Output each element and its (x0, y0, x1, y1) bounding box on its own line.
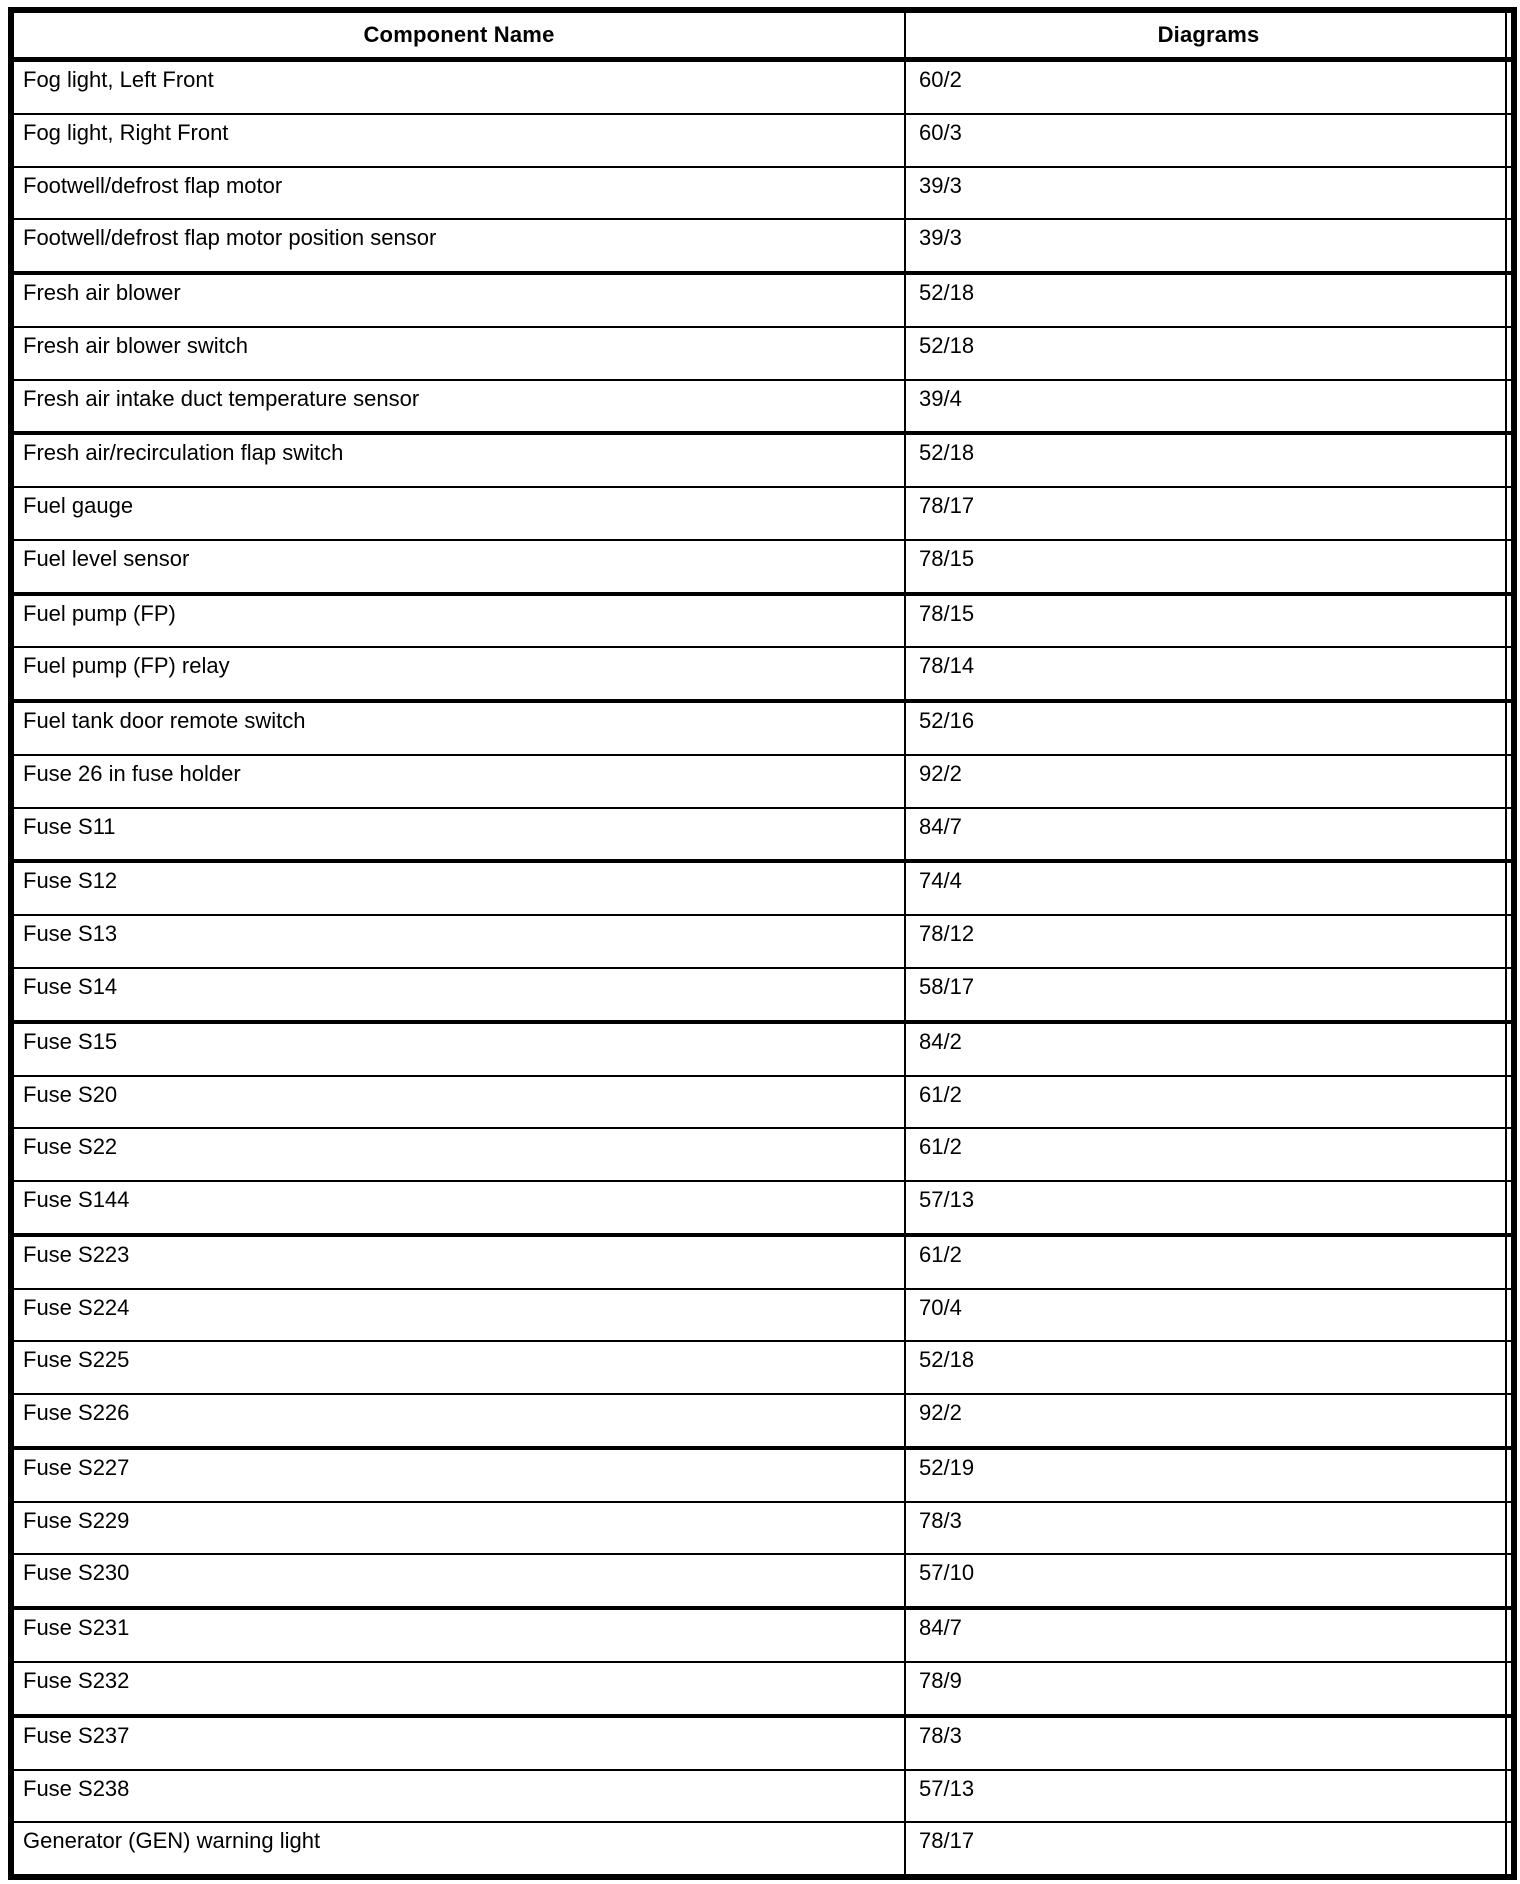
component-name-cell: Fog light, Right Front (14, 115, 906, 166)
diagram-ref-cell: 52/18 (919, 280, 975, 306)
component-name-cell: Fuse S231 (14, 1610, 906, 1661)
diagram-ref-cell: 61/2 (919, 1241, 962, 1267)
diagram-ref-cell: 92/2 (919, 1400, 962, 1426)
diagram-ref-cell: 52/18 (919, 1347, 975, 1373)
diagram-ref-cell: 52/18 (919, 332, 975, 358)
diagram-ref-cell: 60/3 (919, 119, 962, 145)
component-name-cell: Fuel level sensor (14, 541, 906, 592)
diagram-ref-cell: 52/19 (919, 1454, 975, 1480)
component-name-cell: Fuel pump (FP) relay (14, 648, 906, 699)
table-row (14, 1127, 1511, 1180)
component-name-cell: Fuse 26 in fuse holder (14, 756, 906, 807)
component-name-cell: Fuse S225 (14, 1342, 906, 1393)
table-row (14, 166, 1511, 219)
component-name-cell: Fuse S232 (14, 1663, 906, 1714)
table-row (14, 1233, 1511, 1288)
diagram-ref-cell: 78/17 (919, 493, 975, 519)
component-name-cell: Fresh air/recirculation flap switch (14, 435, 906, 486)
diagram-ref-cell: 84/7 (919, 813, 962, 839)
table-row (14, 1769, 1511, 1822)
table-row (14, 62, 1511, 113)
diagram-ref-cell: 74/4 (919, 868, 962, 894)
table-row (14, 113, 1511, 166)
table-row (14, 914, 1511, 967)
table-row (14, 1393, 1511, 1446)
component-name-cell: Fog light, Left Front (14, 62, 906, 113)
component-name-cell: Fuse S20 (14, 1077, 906, 1128)
table-row (14, 646, 1511, 699)
diagram-ref-cell: 61/2 (919, 1081, 962, 1107)
table-row (14, 1020, 1511, 1075)
component-name-cell: Fuse S224 (14, 1290, 906, 1341)
diagram-ref-cell: 78/3 (919, 1722, 962, 1748)
diagram-ref-cell: 78/12 (919, 921, 975, 947)
component-name-cell: Fuse S14 (14, 969, 906, 1020)
table-row (14, 859, 1511, 914)
component-name-cell: Fuel tank door remote switch (14, 703, 906, 754)
document-page-frame (8, 7, 1517, 1880)
diagram-ref-cell: 78/15 (919, 600, 975, 626)
diagram-ref-cell: 61/2 (919, 1134, 962, 1160)
diagram-ref-cell: 39/3 (919, 172, 962, 198)
table-row (14, 1714, 1511, 1769)
component-name-cell: Fresh air blower switch (14, 328, 906, 379)
component-name-cell: Fuse S144 (14, 1182, 906, 1233)
table-row (14, 486, 1511, 539)
component-name-cell: Footwell/defrost flap motor (14, 168, 906, 219)
table-row (14, 1661, 1511, 1714)
diagram-ref-cell: 92/2 (919, 760, 962, 786)
component-name-cell: Fresh air intake duct temperature sensor (14, 381, 906, 432)
table-row (14, 1553, 1511, 1606)
diagram-ref-cell: 84/7 (919, 1615, 962, 1641)
table-row (14, 379, 1511, 432)
diagram-ref-cell: 52/18 (919, 440, 975, 466)
component-name-cell: Fuse S13 (14, 916, 906, 967)
diagram-ref-cell: 39/3 (919, 225, 962, 251)
component-name-cell: Generator (GEN) warning light (14, 1823, 906, 1874)
diagram-ref-cell: 78/17 (919, 1828, 975, 1854)
diagram-ref-cell: 52/16 (919, 708, 975, 734)
component-name-cell: Fresh air blower (14, 275, 906, 326)
diagram-ref-cell: 78/14 (919, 653, 975, 679)
table-row (14, 807, 1511, 860)
column-header-diagrams: Diagrams (1157, 22, 1260, 47)
component-name-cell: Fuel gauge (14, 488, 906, 539)
table-row (14, 1180, 1511, 1233)
table-row (14, 754, 1511, 807)
component-diagram-table (14, 13, 1511, 1874)
table-row (14, 218, 1511, 271)
component-name-cell: Fuse S15 (14, 1024, 906, 1075)
diagram-ref-cell: 39/4 (919, 385, 962, 411)
component-name-cell: Fuse S229 (14, 1503, 906, 1554)
table-row (14, 271, 1511, 326)
diagram-ref-cell: 70/4 (919, 1294, 962, 1320)
diagram-ref-cell: 84/2 (919, 1028, 962, 1054)
component-name-cell: Fuse S238 (14, 1771, 906, 1822)
column-header-component-name: Component Name (14, 13, 906, 57)
diagram-ref-cell: 78/9 (919, 1667, 962, 1693)
component-name-cell: Fuse S230 (14, 1555, 906, 1606)
diagram-ref-cell: 58/17 (919, 974, 975, 1000)
diagram-ref-cell: 78/3 (919, 1507, 962, 1533)
table-row (14, 699, 1511, 754)
component-name-cell: Fuse S12 (14, 863, 906, 914)
component-name-cell: Fuse S22 (14, 1129, 906, 1180)
table-row (14, 1821, 1511, 1874)
component-name-cell: Fuse S226 (14, 1395, 906, 1446)
table-row (14, 431, 1511, 486)
table-row (14, 1606, 1511, 1661)
component-name-cell: Fuel pump (FP) (14, 596, 906, 647)
table-row (14, 539, 1511, 592)
table-row (14, 1340, 1511, 1393)
component-name-cell: Footwell/defrost flap motor position sensor (14, 220, 906, 271)
diagram-ref-cell: 60/2 (919, 67, 962, 92)
table-header-row (14, 13, 1511, 62)
table-row (14, 1075, 1511, 1128)
diagram-ref-cell: 78/15 (919, 545, 975, 571)
diagram-ref-cell: 57/13 (919, 1775, 975, 1801)
table-row (14, 326, 1511, 379)
table-row (14, 1446, 1511, 1501)
table-row (14, 592, 1511, 647)
table-row (14, 967, 1511, 1020)
diagram-ref-cell: 57/13 (919, 1187, 975, 1213)
table-row (14, 1288, 1511, 1341)
component-name-cell: Fuse S237 (14, 1718, 906, 1769)
component-name-cell: Fuse S11 (14, 809, 906, 860)
component-name-cell: Fuse S223 (14, 1237, 906, 1288)
component-name-cell: Fuse S227 (14, 1450, 906, 1501)
table-row (14, 1501, 1511, 1554)
diagram-ref-cell: 57/10 (919, 1560, 975, 1586)
